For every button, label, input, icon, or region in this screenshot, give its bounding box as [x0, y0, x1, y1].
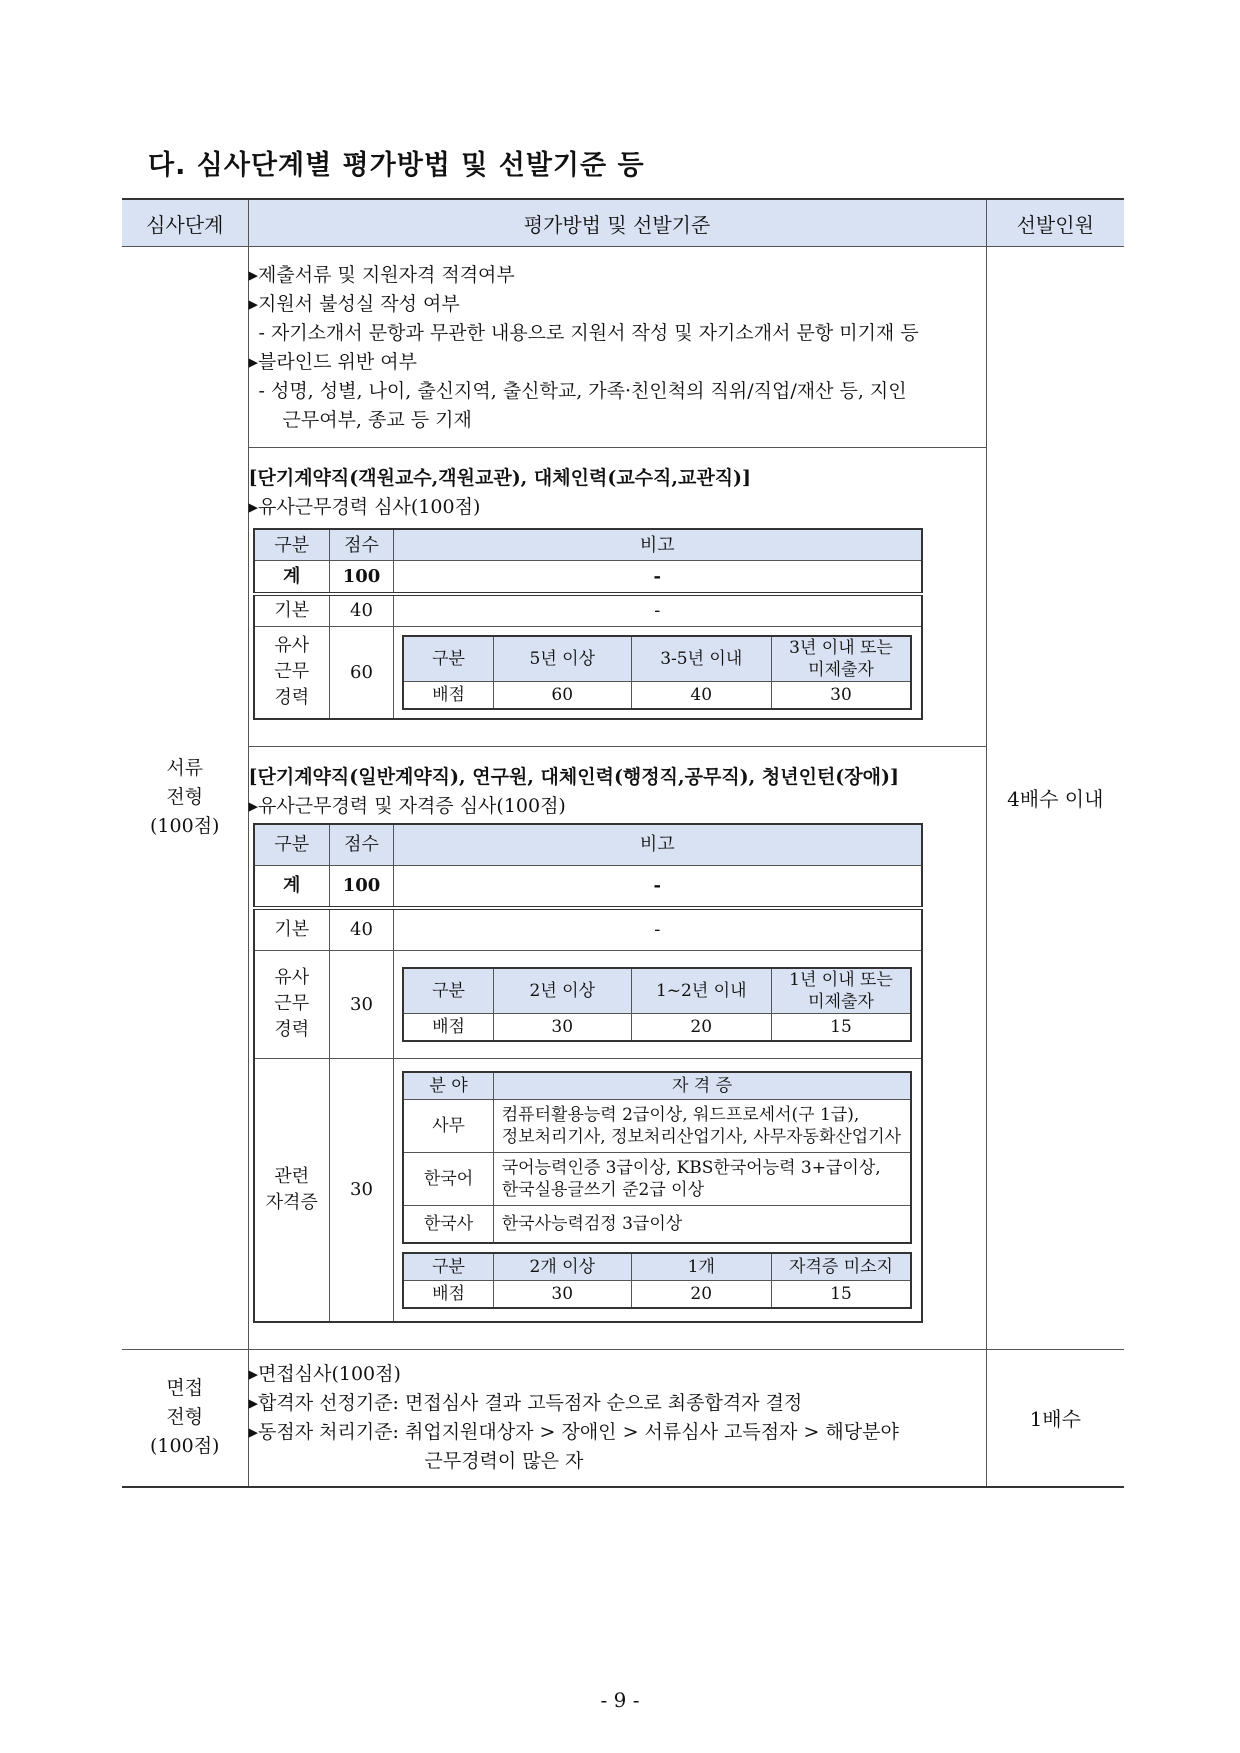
col-note: 비고 [394, 824, 922, 866]
label-line: 근무 [274, 993, 310, 1014]
career-points-row [403, 1013, 911, 1041]
interview-selection-count: 1배수 [986, 1349, 1124, 1487]
career-points-cell: 배점 [403, 1013, 493, 1041]
career-points-cell: 40 [631, 681, 771, 709]
career-points-col [771, 636, 911, 682]
cert-list-table [402, 1071, 912, 1244]
career-points-cell: 30 [493, 1013, 631, 1041]
career-points-cell: 15 [771, 1013, 911, 1041]
career-points-cell: 배점 [403, 681, 493, 709]
cert-points-col: 2개 이상 [493, 1253, 631, 1281]
cert-row [254, 1058, 922, 1322]
career-points-header [403, 636, 911, 682]
col-category: 구분 [254, 824, 330, 866]
interview-stage-label [122, 1349, 248, 1487]
basic-note: - [394, 908, 922, 951]
col-category: 구분 [254, 529, 330, 561]
stage-label-line: 전형 [166, 786, 204, 809]
career-points-table [402, 635, 912, 710]
cert-points-cell: 20 [631, 1280, 771, 1308]
total-score: 100 [330, 561, 394, 595]
career-points-col: 3-5년 이내 [631, 636, 771, 682]
section-title: 다. 심사단계별 평가방법 및 선발기준 등 [148, 150, 645, 181]
cert-list-row [403, 1152, 911, 1205]
criteria-line: ▸지원서 불성실 작성 여부 [248, 293, 460, 315]
cert-points-cell: 30 [493, 1280, 631, 1308]
career-points-header [403, 968, 911, 1014]
total-score: 100 [330, 865, 394, 908]
criteria-line: ▸블라인드 위반 여부 [248, 351, 417, 373]
cert-note [394, 1058, 922, 1322]
criteria-line: - 성명, 성별, 나이, 출신지역, 출신학교, 가족·친인척의 직위/직업/재산 등, 지인 [258, 380, 907, 402]
label-line: 경력 [274, 687, 310, 708]
cert-points-cell: 15 [771, 1280, 911, 1308]
criteria-line: ▸동점자 처리기준: 취업지원대상자 > 장애인 > 서류심사 고득점자 > 해당분야 [248, 1420, 899, 1443]
cert-col-field: 분 야 [403, 1072, 493, 1100]
header-method: 평가방법 및 선발기준 [248, 199, 986, 247]
col-score: 점수 [330, 529, 394, 561]
career-score: 60 [330, 626, 394, 719]
doc-screening-row-3 [122, 746, 1124, 1349]
career-points-row [403, 681, 911, 709]
score-table [253, 823, 923, 1323]
total-note: - [394, 561, 922, 595]
doc-eligibility-block [248, 247, 986, 448]
total-note: - [394, 865, 922, 908]
basic-label: 기본 [254, 908, 330, 951]
cert-desc [493, 1099, 911, 1152]
cert-label [254, 1058, 330, 1322]
career-points-col: 2년 이상 [493, 968, 631, 1014]
col-line: 미제출자 [808, 991, 874, 1012]
cert-points-row [403, 1280, 911, 1308]
career-points-col [771, 968, 911, 1014]
label-line: 경력 [274, 1019, 310, 1040]
total-row [254, 865, 922, 908]
cert-desc [493, 1205, 911, 1243]
cert-points-cell: 배점 [403, 1280, 493, 1308]
cert-points-header [403, 1253, 911, 1281]
category-heading: [단기계약직(일반계약직), 연구원, 대체인력(행정직,공무직), 청년인턴(장애)] [248, 765, 899, 788]
career-points-col: 구분 [403, 636, 493, 682]
label-line: 유사 [274, 635, 310, 656]
label-line: 관련 [274, 1165, 310, 1187]
stage-label-line: 서류 [166, 757, 204, 780]
doc-stage-label [122, 247, 248, 1350]
col-line: 1년 이내 또는 [789, 969, 893, 990]
stage-label-line: (100점) [150, 815, 220, 838]
criteria-line: 근무여부, 종교 등 기재 [282, 409, 472, 431]
label-line: 유사 [274, 967, 310, 988]
cert-field: 한국사 [403, 1205, 493, 1243]
basic-note: - [394, 594, 922, 626]
label-line: 근무 [274, 661, 310, 682]
basic-score: 40 [330, 594, 394, 626]
col-score: 점수 [330, 824, 394, 866]
doc-screening-row-1 [122, 247, 1124, 448]
total-label: 계 [254, 561, 330, 595]
col-line: 미제출자 [808, 659, 874, 680]
label-line: 자격증 [265, 1191, 318, 1213]
basic-row [254, 908, 922, 951]
criteria-line: ▸제출서류 및 지원자격 적격여부 [248, 264, 515, 286]
desc-line: 한국사능력검정 3급이상 [501, 1213, 683, 1234]
basic-score: 40 [330, 908, 394, 951]
cert-points-col: 1개 [631, 1253, 771, 1281]
score-table-header [254, 529, 922, 561]
desc-line: 정보처리기사, 정보처리산업기사, 사무자동화산업기사 [501, 1126, 902, 1147]
doc-career-cert-block [248, 746, 986, 1349]
col-line: 3년 이내 또는 [789, 637, 893, 658]
career-label [254, 626, 330, 719]
career-points-col: 5년 이상 [493, 636, 631, 682]
header-stage: 심사단계 [122, 199, 248, 247]
desc-line: 국어능력인증 3급이상, KBS한국어능력 3+급이상, [501, 1157, 881, 1178]
career-row [254, 950, 922, 1058]
category-heading: [단기계약직(객원교수,객원교관), 대체인력(교수직,교관직)] [248, 467, 752, 489]
total-label: 계 [254, 865, 330, 908]
criteria-line: 근무경력이 많은 자 [424, 1449, 584, 1472]
page-number: - 9 - [600, 1688, 640, 1712]
career-row [254, 626, 922, 719]
career-points-col: 구분 [403, 968, 493, 1014]
criteria-line: - 자기소개서 문항과 무관한 내용으로 지원서 작성 및 자기소개서 문항 미기재 등 [258, 322, 919, 344]
doc-selection-count: 4배수 이내 [986, 247, 1124, 1350]
desc-line: 한국실용글쓰기 준2급 이상 [501, 1179, 705, 1200]
cert-field: 한국어 [403, 1152, 493, 1205]
criteria-line: ▸합격자 선정기준: 면접심사 결과 고득점자 순으로 최종합격자 결정 [248, 1391, 803, 1414]
career-points-table [402, 967, 912, 1042]
basic-row [254, 594, 922, 626]
career-note [394, 950, 922, 1058]
cert-score: 30 [330, 1058, 394, 1322]
stage-label-line: 면접 [166, 1377, 204, 1399]
doc-career-block [248, 448, 986, 747]
criteria-line: ▸유사근무경력 심사(100점) [248, 496, 481, 518]
cert-list-row [403, 1205, 911, 1243]
criteria-line: ▸유사근무경력 및 자격증 심사(100점) [248, 794, 566, 817]
career-note [394, 626, 922, 719]
score-table [253, 528, 923, 720]
cert-desc [493, 1152, 911, 1205]
cert-list-row [403, 1099, 911, 1152]
career-points-col: 1~2년 이내 [631, 968, 771, 1014]
cert-points-table [402, 1252, 912, 1309]
career-points-cell: 30 [771, 681, 911, 709]
stage-label-line: (100점) [150, 1435, 220, 1457]
career-points-cell: 20 [631, 1013, 771, 1041]
evaluation-criteria-table [122, 198, 1124, 1488]
career-label [254, 950, 330, 1058]
table-header-row [122, 199, 1124, 247]
cert-list-header [403, 1072, 911, 1100]
interview-criteria-block [248, 1349, 986, 1487]
career-points-cell: 60 [493, 681, 631, 709]
career-score: 30 [330, 950, 394, 1058]
doc-screening-row-2 [122, 448, 1124, 747]
header-count: 선발인원 [986, 199, 1124, 247]
interview-row [122, 1349, 1124, 1487]
col-note: 비고 [394, 529, 922, 561]
cert-points-col: 자격증 미소지 [771, 1253, 911, 1281]
cert-field: 사무 [403, 1099, 493, 1152]
total-row [254, 561, 922, 595]
desc-line: 컴퓨터활용능력 2급이상, 워드프로세서(구 1급), [501, 1104, 860, 1125]
basic-label: 기본 [254, 594, 330, 626]
cert-points-col: 구분 [403, 1253, 493, 1281]
stage-label-line: 전형 [166, 1406, 204, 1428]
criteria-line: ▸면접심사(100점) [248, 1362, 401, 1385]
cert-col-cert: 자 격 증 [493, 1072, 911, 1100]
score-table-header [254, 824, 922, 866]
